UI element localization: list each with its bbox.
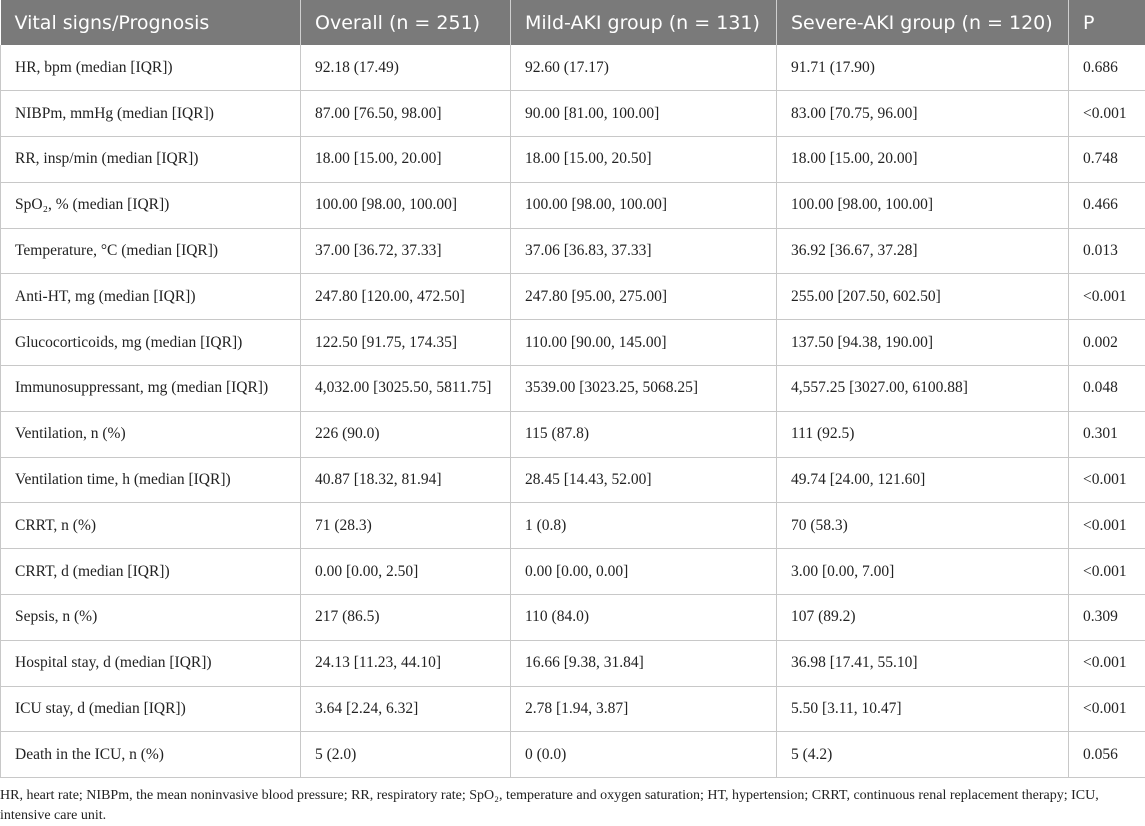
cell-variable: CRRT, d (median [IQR]) [1, 549, 301, 595]
table-row [1, 228, 1145, 274]
cell-variable: Glucocorticoids, mg (median [IQR]) [1, 320, 301, 366]
table-row [1, 137, 1145, 183]
header-vital-signs: Vital signs/Prognosis [1, 0, 301, 45]
header-severe-aki: Severe-AKI group (n = 120) [777, 0, 1069, 45]
table-row [1, 549, 1145, 595]
cell-severe-aki: 83.00 [70.75, 96.00] [777, 91, 1069, 137]
cell-variable: Immunosuppressant, mg (median [IQR]) [1, 366, 301, 412]
cell-variable: HR, bpm (median [IQR]) [1, 45, 301, 91]
cell-p-value: <0.001 [1069, 686, 1145, 732]
cell-variable: Ventilation, n (%) [1, 411, 301, 457]
table-row [1, 274, 1145, 320]
cell-variable: Anti-HT, mg (median [IQR]) [1, 274, 301, 320]
cell-mild-aki: 28.45 [14.43, 52.00] [511, 457, 777, 503]
table-header [1, 0, 1145, 45]
cell-overall: 3.64 [2.24, 6.32] [301, 686, 511, 732]
cell-p-value: <0.001 [1069, 640, 1145, 686]
cell-variable: RR, insp/min (median [IQR]) [1, 137, 301, 183]
table-footnote: HR, heart rate; NIBPm, the mean noninvasive blood pressure; RR, respiratory rate; SpO₂, temperature and oxygen saturation; HT, hypertension; CRRT, continuous renal replacement therapy; ICU, intensive care unit. [0, 778, 1145, 826]
cell-mild-aki: 110.00 [90.00, 145.00] [511, 320, 777, 366]
cell-p-value: 0.309 [1069, 595, 1145, 641]
cell-mild-aki: 247.80 [95.00, 275.00] [511, 274, 777, 320]
cell-p-value: <0.001 [1069, 91, 1145, 137]
cell-variable: Temperature, °C (median [IQR]) [1, 228, 301, 274]
cell-severe-aki: 5 (4.2) [777, 732, 1069, 778]
cell-mild-aki: 100.00 [98.00, 100.00] [511, 182, 777, 228]
cell-severe-aki: 137.50 [94.38, 190.00] [777, 320, 1069, 366]
table-row [1, 91, 1145, 137]
table-row [1, 366, 1145, 412]
cell-mild-aki: 0.00 [0.00, 0.00] [511, 549, 777, 595]
cell-p-value: 0.748 [1069, 137, 1145, 183]
cell-overall: 92.18 (17.49) [301, 45, 511, 91]
cell-variable: Ventilation time, h (median [IQR]) [1, 457, 301, 503]
cell-severe-aki: 255.00 [207.50, 602.50] [777, 274, 1069, 320]
cell-p-value: <0.001 [1069, 549, 1145, 595]
cell-severe-aki: 36.92 [36.67, 37.28] [777, 228, 1069, 274]
header-mild-aki: Mild-AKI group (n = 131) [511, 0, 777, 45]
cell-mild-aki: 110 (84.0) [511, 595, 777, 641]
cell-overall: 0.00 [0.00, 2.50] [301, 549, 511, 595]
cell-overall: 247.80 [120.00, 472.50] [301, 274, 511, 320]
cell-severe-aki: 100.00 [98.00, 100.00] [777, 182, 1069, 228]
cell-severe-aki: 18.00 [15.00, 20.00] [777, 137, 1069, 183]
cell-mild-aki: 92.60 (17.17) [511, 45, 777, 91]
cell-overall: 37.00 [36.72, 37.33] [301, 228, 511, 274]
cell-overall: 217 (86.5) [301, 595, 511, 641]
cell-severe-aki: 111 (92.5) [777, 411, 1069, 457]
table-row [1, 686, 1145, 732]
cell-overall: 100.00 [98.00, 100.00] [301, 182, 511, 228]
table-row [1, 320, 1145, 366]
cell-overall: 4,032.00 [3025.50, 5811.75] [301, 366, 511, 412]
table-row [1, 503, 1145, 549]
cell-mild-aki: 18.00 [15.00, 20.50] [511, 137, 777, 183]
table-row [1, 595, 1145, 641]
cell-severe-aki: 91.71 (17.90) [777, 45, 1069, 91]
table-row [1, 732, 1145, 778]
table-row [1, 457, 1145, 503]
cell-overall: 122.50 [91.75, 174.35] [301, 320, 511, 366]
cell-p-value: 0.013 [1069, 228, 1145, 274]
cell-mild-aki: 37.06 [36.83, 37.33] [511, 228, 777, 274]
cell-overall: 24.13 [11.23, 44.10] [301, 640, 511, 686]
cell-variable: Death in the ICU, n (%) [1, 732, 301, 778]
cell-variable: SpO₂, % (median [IQR]) [1, 182, 301, 228]
cell-variable: Sepsis, n (%) [1, 595, 301, 641]
cell-severe-aki: 70 (58.3) [777, 503, 1069, 549]
header-p-value: P [1069, 0, 1145, 45]
cell-overall: 5 (2.0) [301, 732, 511, 778]
cell-variable: ICU stay, d (median [IQR]) [1, 686, 301, 732]
cell-severe-aki: 4,557.25 [3027.00, 6100.88] [777, 366, 1069, 412]
cell-p-value: 0.002 [1069, 320, 1145, 366]
table-row [1, 45, 1145, 91]
header-overall: Overall (n = 251) [301, 0, 511, 45]
table-row [1, 182, 1145, 228]
cell-severe-aki: 36.98 [17.41, 55.10] [777, 640, 1069, 686]
cell-severe-aki: 107 (89.2) [777, 595, 1069, 641]
cell-p-value: 0.686 [1069, 45, 1145, 91]
cell-p-value: 0.056 [1069, 732, 1145, 778]
cell-p-value: <0.001 [1069, 457, 1145, 503]
cell-p-value: 0.466 [1069, 182, 1145, 228]
cell-mild-aki: 0 (0.0) [511, 732, 777, 778]
cell-mild-aki: 2.78 [1.94, 3.87] [511, 686, 777, 732]
cell-variable: CRRT, n (%) [1, 503, 301, 549]
cell-variable: Hospital stay, d (median [IQR]) [1, 640, 301, 686]
cell-mild-aki: 115 (87.8) [511, 411, 777, 457]
cell-severe-aki: 5.50 [3.11, 10.47] [777, 686, 1069, 732]
cell-overall: 71 (28.3) [301, 503, 511, 549]
cell-severe-aki: 49.74 [24.00, 121.60] [777, 457, 1069, 503]
cell-mild-aki: 1 (0.8) [511, 503, 777, 549]
cell-mild-aki: 16.66 [9.38, 31.84] [511, 640, 777, 686]
table-body [1, 45, 1145, 778]
cell-variable: NIBPm, mmHg (median [IQR]) [1, 91, 301, 137]
table-row [1, 411, 1145, 457]
table-row [1, 640, 1145, 686]
cell-overall: 87.00 [76.50, 98.00] [301, 91, 511, 137]
cell-p-value: 0.301 [1069, 411, 1145, 457]
cell-overall: 40.87 [18.32, 81.94] [301, 457, 511, 503]
cell-overall: 226 (90.0) [301, 411, 511, 457]
cell-p-value: 0.048 [1069, 366, 1145, 412]
cell-p-value: <0.001 [1069, 274, 1145, 320]
cell-overall: 18.00 [15.00, 20.00] [301, 137, 511, 183]
cell-mild-aki: 3539.00 [3023.25, 5068.25] [511, 366, 777, 412]
cell-p-value: <0.001 [1069, 503, 1145, 549]
cell-mild-aki: 90.00 [81.00, 100.00] [511, 91, 777, 137]
cell-severe-aki: 3.00 [0.00, 7.00] [777, 549, 1069, 595]
header-row [1, 0, 1145, 45]
